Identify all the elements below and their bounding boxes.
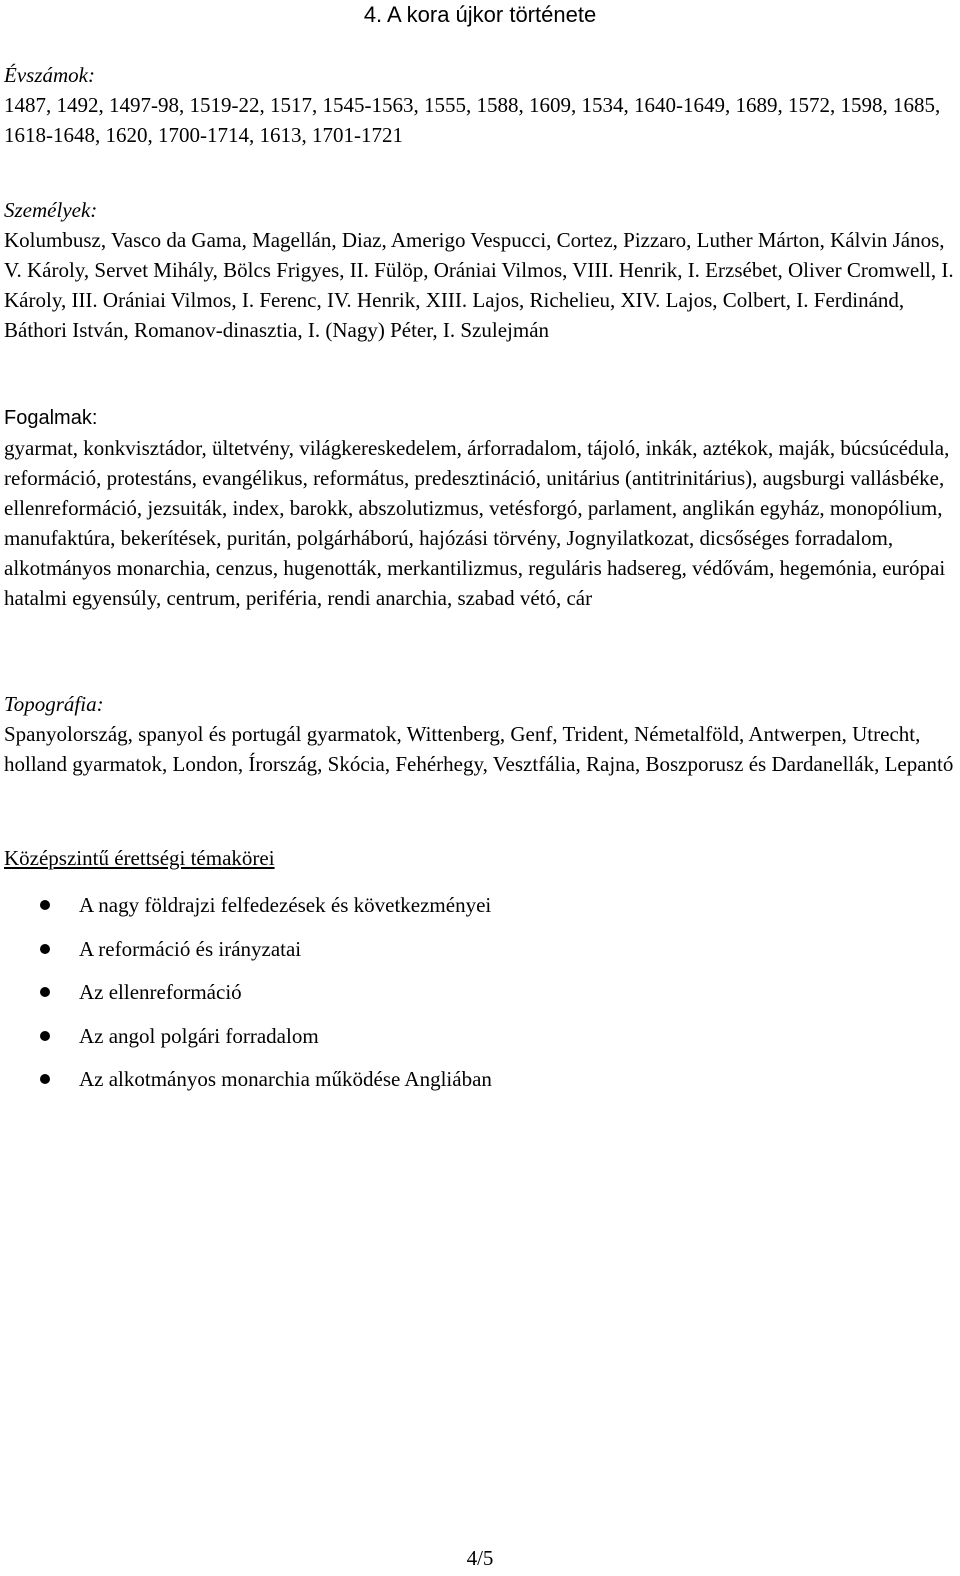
list-item [4, 934, 956, 978]
page-title: 4. A kora újkor története [363, 2, 597, 27]
topic-text: Az alkotmányos monarchia működése Angliában [79, 1067, 492, 1091]
dates-text: 1487, 1492, 1497-98, 1519-22, 1517, 1545-1563, 1555, 1588, 1609, 1534, 1640-1649, 1689, 1572, 1598, 1685, 1618-1648, 1620, 1700-1714, 1613, 1701-1721 [4, 93, 941, 147]
concepts-heading: Fogalmak: [4, 407, 98, 429]
exam-topics-list [4, 890, 956, 1108]
exam-topics-heading: Középszintű érettségi témakörei [4, 846, 275, 870]
list-item [4, 890, 956, 934]
concepts-section [4, 403, 956, 613]
bullet-icon [40, 900, 50, 910]
bullet-icon [40, 1031, 50, 1041]
exam-topics-section [4, 843, 956, 1108]
topography-section [4, 689, 956, 779]
topic-text: Az angol polgári forradalom [79, 1023, 319, 1048]
list-item [4, 1064, 956, 1108]
page-number: 4/5 [466, 1546, 494, 1570]
dates-section [4, 60, 956, 150]
topic-text: A reformáció és irányzatai [79, 936, 302, 961]
persons-text [4, 225, 956, 345]
list-item [4, 977, 956, 1021]
bullet-icon [40, 987, 50, 997]
topic-text: A nagy földrajzi felfedezések és következményei [79, 893, 492, 917]
concepts-text: gyarmat, konkvisztádor, ültetvény, világkereskedelem, árforradalom, tájoló, inkák, aztékok, maják, búcsúcédula, reformáció, protestáns, evangélikus, református, predesztináció, unitárius (antitrinitárius), augsburgi vallásbéke, ellenreformáció, jezsuiták, index, barokk, abszolutizmus, vetésforgó, parlament, anglikán egyház, monopólium, manufaktúra, bekerítések, puritán, polgárháború, hajózási törvény, Jognyilatkozat, dicsőséges forradalom, alkotmányos monarchia, cenzus, hugenották, merkantilizmus, reguláris hadsereg, védővám, hegemónia, európai hatalmi egyensúly, centrum, periféria, rendi anarchia, szabad vétó, cár [4, 436, 950, 610]
topography-heading: Topográfia: [4, 692, 104, 716]
persons-heading: Személyek: [4, 198, 98, 222]
bullet-icon [40, 944, 50, 954]
topography-text: Spanyolország, spanyol és portugál gyarmatok, Wittenberg, Genf, Trident, Németalföld, Antwerpen, Utrecht, holland gyarmatok, London, Írország, Skócia, Fehérhegy, Vesztfália, Rajna, Boszporusz és Dardanellák, Lepantó [4, 722, 954, 776]
persons-section [4, 195, 956, 345]
persons-text-content: Kolumbusz, Vasco da Gama, Magellán, Diaz, Amerigo Vespucci, Cortez, Pizzaro, Luther Márton, Kálvin János, V. Károly, Servet Mihály, Bölcs Frigyes, II. Fülöp, Orániai Vilmos, VIII. Henrik, I. Erzsébet, Oliver Cromwell, I. Károly, III. Orániai Vilmos, I. Ferenc, IV. Henrik, XIII. Lajos, Richelieu, XIV. Lajos, Colbert, I. Ferdinánd, Báthori István, Romanov-dinasztia, I. (Nagy) Péter, I. Szulejmán [4, 228, 954, 342]
dates-heading: Évszámok: [4, 63, 95, 87]
list-item [4, 1021, 956, 1065]
bullet-icon [40, 1074, 50, 1084]
topic-text: Az ellenreformáció [79, 980, 242, 1004]
